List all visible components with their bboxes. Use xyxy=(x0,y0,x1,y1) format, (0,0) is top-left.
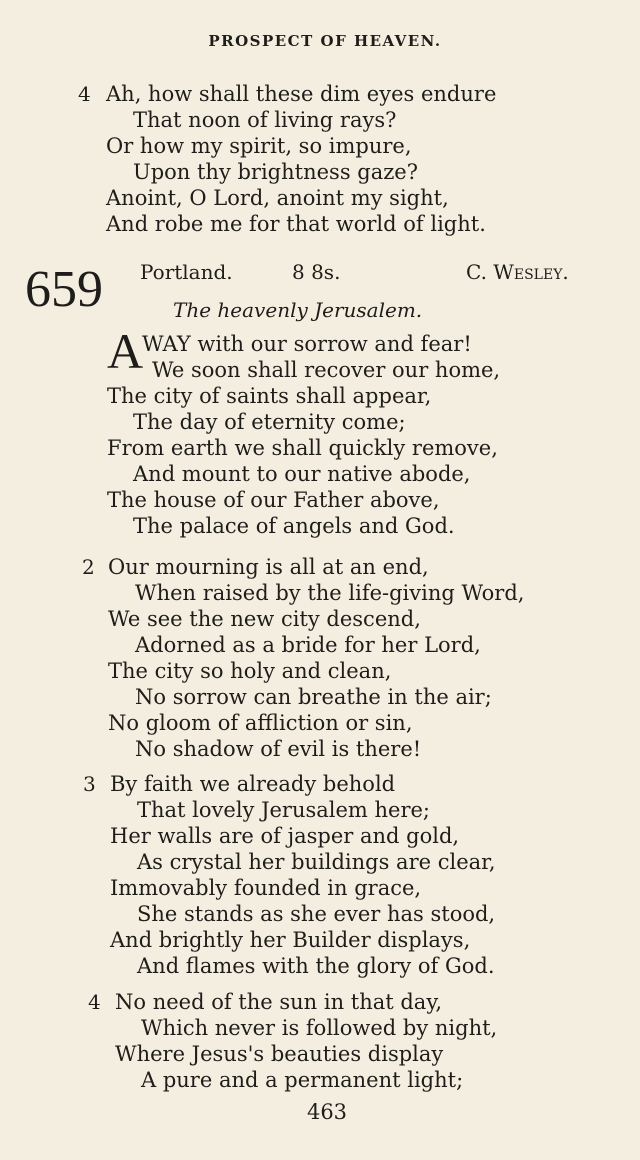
verse-line: And brightly her Builder displays, xyxy=(110,928,471,952)
verse-line: Upon thy brightness gaze? xyxy=(133,160,418,184)
verse-line: When raised by the life-giving Word, xyxy=(135,581,525,605)
verse-line: Ah, how shall these dim eyes endure xyxy=(106,82,497,106)
page-number: 463 xyxy=(306,1100,348,1124)
verse-line: Or how my spirit, so impure, xyxy=(106,134,412,158)
meter: 8 8s. xyxy=(292,260,341,284)
verse-line: Her walls are of jasper and gold, xyxy=(110,824,460,848)
stanza-number: 2 xyxy=(82,555,95,579)
verse-line: No shadow of evil is there! xyxy=(135,737,422,761)
verse-line: No need of the sun in that day, xyxy=(115,990,443,1014)
verse-line: The day of eternity come; xyxy=(133,410,406,434)
verse-line: We soon shall recover our home, xyxy=(152,358,501,382)
author: C. Wesley. xyxy=(466,260,569,284)
verse-line: Our mourning is all at an end, xyxy=(108,555,429,579)
verse-line: Which never is followed by night, xyxy=(141,1016,498,1040)
verse-line: WAY with our sorrow and fear! xyxy=(142,332,472,356)
verse-line: From earth we shall quickly remove, xyxy=(107,436,498,460)
verse-line: Anoint, O Lord, anoint my sight, xyxy=(106,186,449,210)
verse-line: No sorrow can breathe in the air; xyxy=(135,685,492,709)
drop-cap: A xyxy=(107,323,144,379)
verse-line: The palace of angels and God. xyxy=(133,514,455,538)
verse-line: The house of our Father above, xyxy=(107,488,440,512)
tune-name: Portland. xyxy=(140,260,233,284)
hymn-subtitle: The heavenly Jerusalem. xyxy=(173,298,423,322)
verse-line: Immovably founded in grace, xyxy=(110,876,422,900)
verse-line: The city so holy and clean, xyxy=(108,659,392,683)
stanza-number: 3 xyxy=(83,772,96,796)
hymn-number: 659 xyxy=(25,261,103,318)
verse-line: No gloom of affliction or sin, xyxy=(108,711,413,735)
verse-line: That lovely Jerusalem here; xyxy=(137,798,431,822)
verse-line: A pure and a permanent light; xyxy=(141,1068,464,1092)
verse-line: Adorned as a bride for her Lord, xyxy=(135,633,481,657)
verse-line: We see the new city descend, xyxy=(108,607,421,631)
verse-line: Where Jesus's beauties display xyxy=(115,1042,444,1066)
verse-line: By faith we already behold xyxy=(110,772,396,796)
verse-line: She stands as she ever has stood, xyxy=(137,902,496,926)
verse-line: That noon of living rays? xyxy=(133,108,397,132)
stanza-number: 4 xyxy=(78,82,91,106)
verse-line: The city of saints shall appear, xyxy=(107,384,432,408)
verse-line: And mount to our native abode, xyxy=(133,462,471,486)
stanza-number: 4 xyxy=(88,990,101,1014)
running-header: PROSPECT OF HEAVEN. xyxy=(208,32,442,50)
verse-line: As crystal her buildings are clear, xyxy=(137,850,496,874)
verse-line: And flames with the glory of God. xyxy=(137,954,495,978)
verse-line: And robe me for that world of light. xyxy=(106,212,486,236)
